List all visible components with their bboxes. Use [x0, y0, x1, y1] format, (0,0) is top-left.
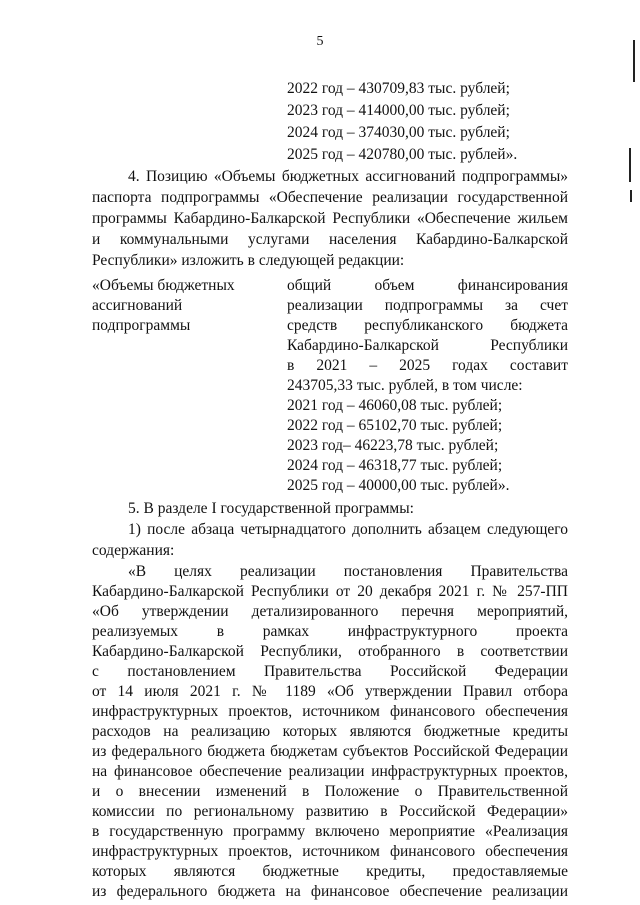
paragraph-line: Республики» изложить в следующей редакции:: [92, 252, 405, 269]
year-line: 2022 год – 430709,83 тыс. рублей;: [287, 80, 510, 97]
table-right-line: Кабардино-Балкарской Республики: [287, 337, 568, 354]
year-line: 2023 год – 414000,00 тыс. рублей;: [287, 102, 510, 119]
table-right-line: 2025 год – 40000,00 тыс. рублей».: [287, 477, 510, 494]
paragraph-line: Кабардино-Балкарской Республики, отобранного в соответствии: [92, 643, 568, 660]
paragraph-line: на финансовое обеспечение реализации инфраструктурных проектов,: [92, 763, 568, 780]
scan-edge-mark: [629, 148, 631, 182]
paragraph-line: «Об утверждении детализированного перечня мероприятий,: [92, 603, 568, 620]
paragraph-line: инфраструктурных проектов, источником финансового обеспечения: [92, 703, 568, 720]
table-right-line: 2022 год – 65102,70 тыс. рублей;: [287, 417, 503, 434]
paragraph-line: из федерального бюджета на финансовое обеспечение реализации: [92, 883, 568, 900]
paragraph-line: в государственную программу включено мероприятие «Реализация: [92, 823, 568, 840]
paragraph-line: паспорта подпрограммы «Обеспечение реализации государственной: [92, 189, 568, 206]
table-right-line: в 2021 – 2025 годах составит: [287, 357, 568, 374]
paragraph-line: от 14 июля 2021 г. № 1189 «Об утверждении Правил отбора: [92, 683, 568, 700]
paragraph-line: содержания:: [92, 542, 175, 559]
page-number: 5: [316, 34, 324, 49]
table-right-line: 2023 год– 46223,78 тыс. рублей;: [287, 437, 499, 454]
table-left-line: «Объемы бюджетных: [92, 277, 235, 294]
year-line: 2025 год – 420780,00 тыс. рублей».: [287, 146, 518, 163]
paragraph-line: и о внесении изменений в Положение о Правительственной: [92, 783, 568, 800]
table-left-line: ассигнований: [92, 297, 183, 314]
table-right-line: 2021 год – 46060,08 тыс. рублей;: [287, 397, 503, 414]
paragraph-line: 1) после абзаца четырнадцатого дополнить абзацем следующего: [128, 521, 568, 538]
paragraph-line: расходов на реализацию которых являются бюджетные кредиты: [92, 723, 568, 740]
paragraph-line: которых являются бюджетные кредиты, предоставляемые: [92, 863, 568, 880]
paragraph-line: с постановлением Правительства Российской Федерации: [92, 663, 568, 680]
paragraph-line: из федерального бюджета бюджетам субъектов Российской Федерации: [92, 743, 568, 760]
scan-edge-mark: [630, 190, 632, 202]
paragraph-line: Кабардино-Балкарской Республики от 20 декабря 2021 г. № 257-ПП: [92, 583, 568, 600]
table-right-line: 2024 год – 46318,77 тыс. рублей;: [287, 457, 503, 474]
paragraph-line: комиссии по региональному развитию в Российской Федерации»: [92, 803, 568, 820]
table-right-line: общий объем финансирования: [287, 277, 568, 294]
table-left-line: подпрограммы: [92, 317, 191, 334]
paragraph-line: реализуемых в рамках инфраструктурного проекта: [92, 623, 568, 640]
paragraph-line: и коммунальными услугами населения Кабардино-Балкарской: [92, 231, 568, 248]
year-line: 2024 год – 374030,00 тыс. рублей;: [287, 124, 510, 141]
paragraph-line: 5. В разделе I государственной программы:: [128, 500, 414, 517]
table-right-line: 243705,33 тыс. рублей, в том числе:: [287, 377, 523, 394]
paragraph-line: «В целях реализации постановления Правительства: [128, 563, 568, 580]
paragraph-line: 4. Позицию «Объемы бюджетных ассигнований подпрограммы»: [128, 168, 568, 185]
scan-edge-mark: [633, 40, 635, 82]
table-right-line: реализации подпрограммы за счет: [287, 297, 568, 314]
paragraph-line: инфраструктурных проектов, источником финансового обеспечения: [92, 843, 568, 860]
table-right-line: средств республиканского бюджета: [287, 317, 568, 334]
paragraph-line: программы Кабардино-Балкарской Республики «Обеспечение жильем: [92, 210, 568, 227]
